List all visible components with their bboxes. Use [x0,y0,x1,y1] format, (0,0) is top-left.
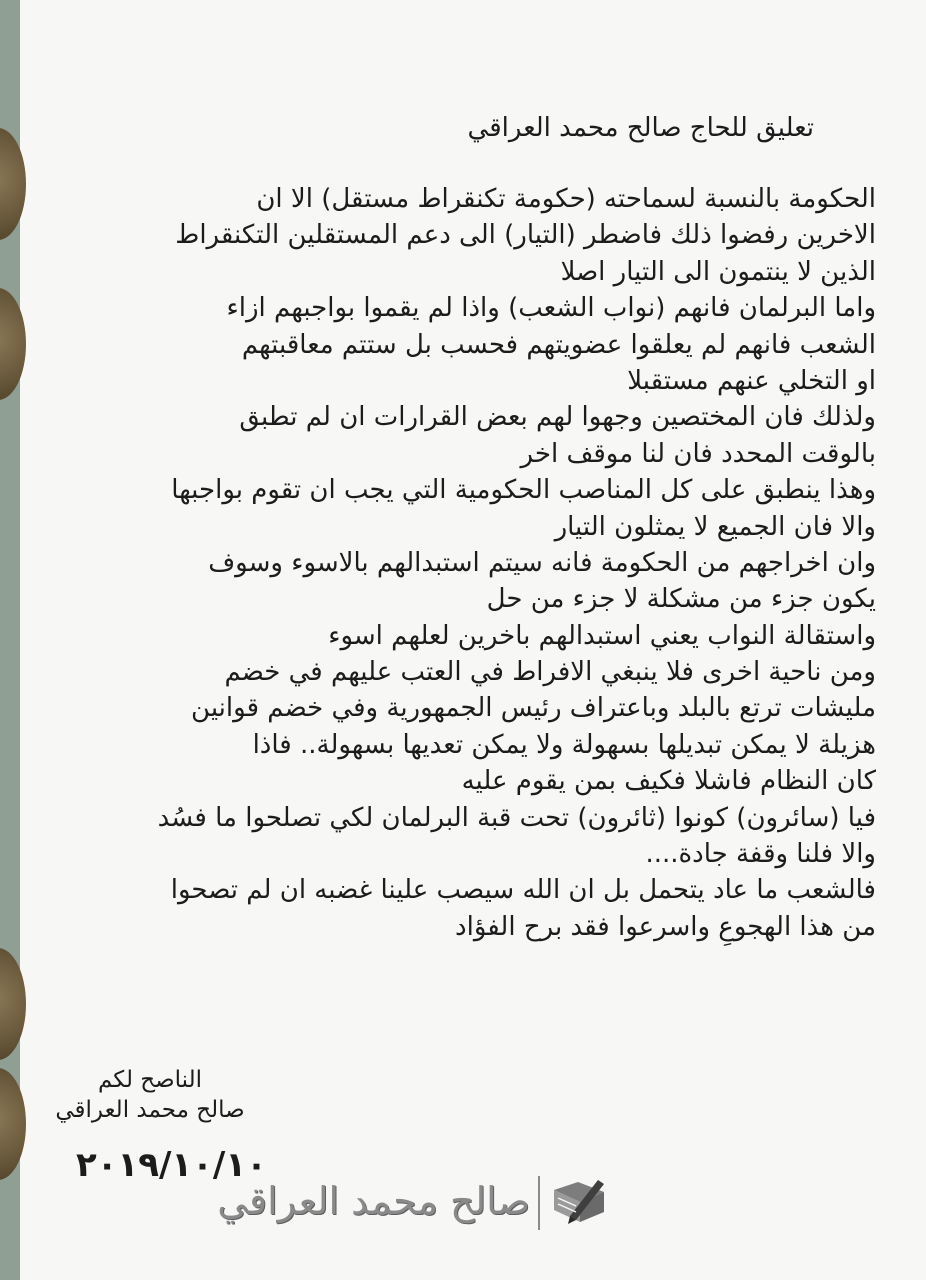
signature-block [20,1065,280,1125]
statement-line: ولذلك فان المختصين وجهوا لهم بعض القرارات ان لم تطبق [239,402,876,433]
decorative-circle [0,948,26,1060]
statement-line: والا فان الجميع لا يمثلون التيار [554,511,876,542]
statement-line: الذين لا ينتمون الى التيار اصلا [560,256,876,287]
statement-line: يكون جزء من مشكلة لا جزء من حل [486,584,876,615]
statement-line: او التخلي عنهم مستقبلا [627,365,876,396]
statement-line: واما البرلمان فانهم (نواب الشعب) واذا لم يقموا بواجبهم ازاء [226,293,876,324]
statement-body [50,181,876,945]
statement-line: هزيلة لا يمكن تبديلها بسهولة ولا يمكن تعديها بسهولة.. فاذا [252,729,876,760]
author-name: صالح محمد العراقي [55,1097,245,1123]
signoff-text: الناصح لكم [97,1067,203,1093]
statement-line: ومن ناحية اخرى فلا ينبغي الافراط في العتب عليهم في خضم [224,657,876,688]
statement-line: واستقالة النواب يعني استبدالهم باخرين لعلهم اسوء [328,620,876,651]
statement-line: فالشعب ما عاد يتحمل بل ان الله سيصب علينا غضبه ان لم تصحوا [170,875,876,906]
statement-line: مليشات ترتع بالبلد وباعتراف رئيس الجمهورية وفي خضم قوانين [191,693,876,724]
statement-date: ٢٠١٩/١٠/١٠ [76,1145,267,1185]
statement-line: وهذا ينطبق على كل المناصب الحكومية التي يجب ان تقوم بواجبها [171,475,876,506]
statement-line: والا فلنا وقفة جادة.... [645,839,876,870]
book-pen-icon [548,1176,614,1230]
statement-line: فيا (سائرون) كونوا (ثائرون) تحت قبة البرلمان لكي تصلحوا ما فسُد [157,802,876,833]
statement-line: كان النظام فاشلا فكيف بمن يقوم عليه [461,766,876,797]
decorative-circle [0,288,26,400]
statement-line: الحكومة بالنسبة لسماحته (حكومة تكنقراط مستقل) الا ان [256,184,876,214]
logo-calligraphy: صالح محمد العراقي [217,1179,530,1223]
statement-line: الاخرين رفضوا ذلك فاضطر (التيار) الى دعم المستقلين التكنقراط [175,220,876,251]
statement-line: الشعب فانهم لم يعلقوا عضويتهم فحسب بل ستتم معاقبتهم [241,329,876,360]
footer-logo [217,1168,620,1238]
statement-line: من هذا الهجوعِ واسرعوا فقد برح الفؤاد [455,911,876,942]
logo-divider [538,1176,540,1230]
decorative-circle [0,128,26,240]
statement-line: بالوقت المحدد فان لنا موقف اخر [520,438,876,469]
statement-title: تعليق للحاج صالح محمد العراقي [467,113,814,143]
statement-line: وان اخراجهم من الحكومة فانه سيتم استبدالهم بالاسوء وسوف [208,547,876,578]
